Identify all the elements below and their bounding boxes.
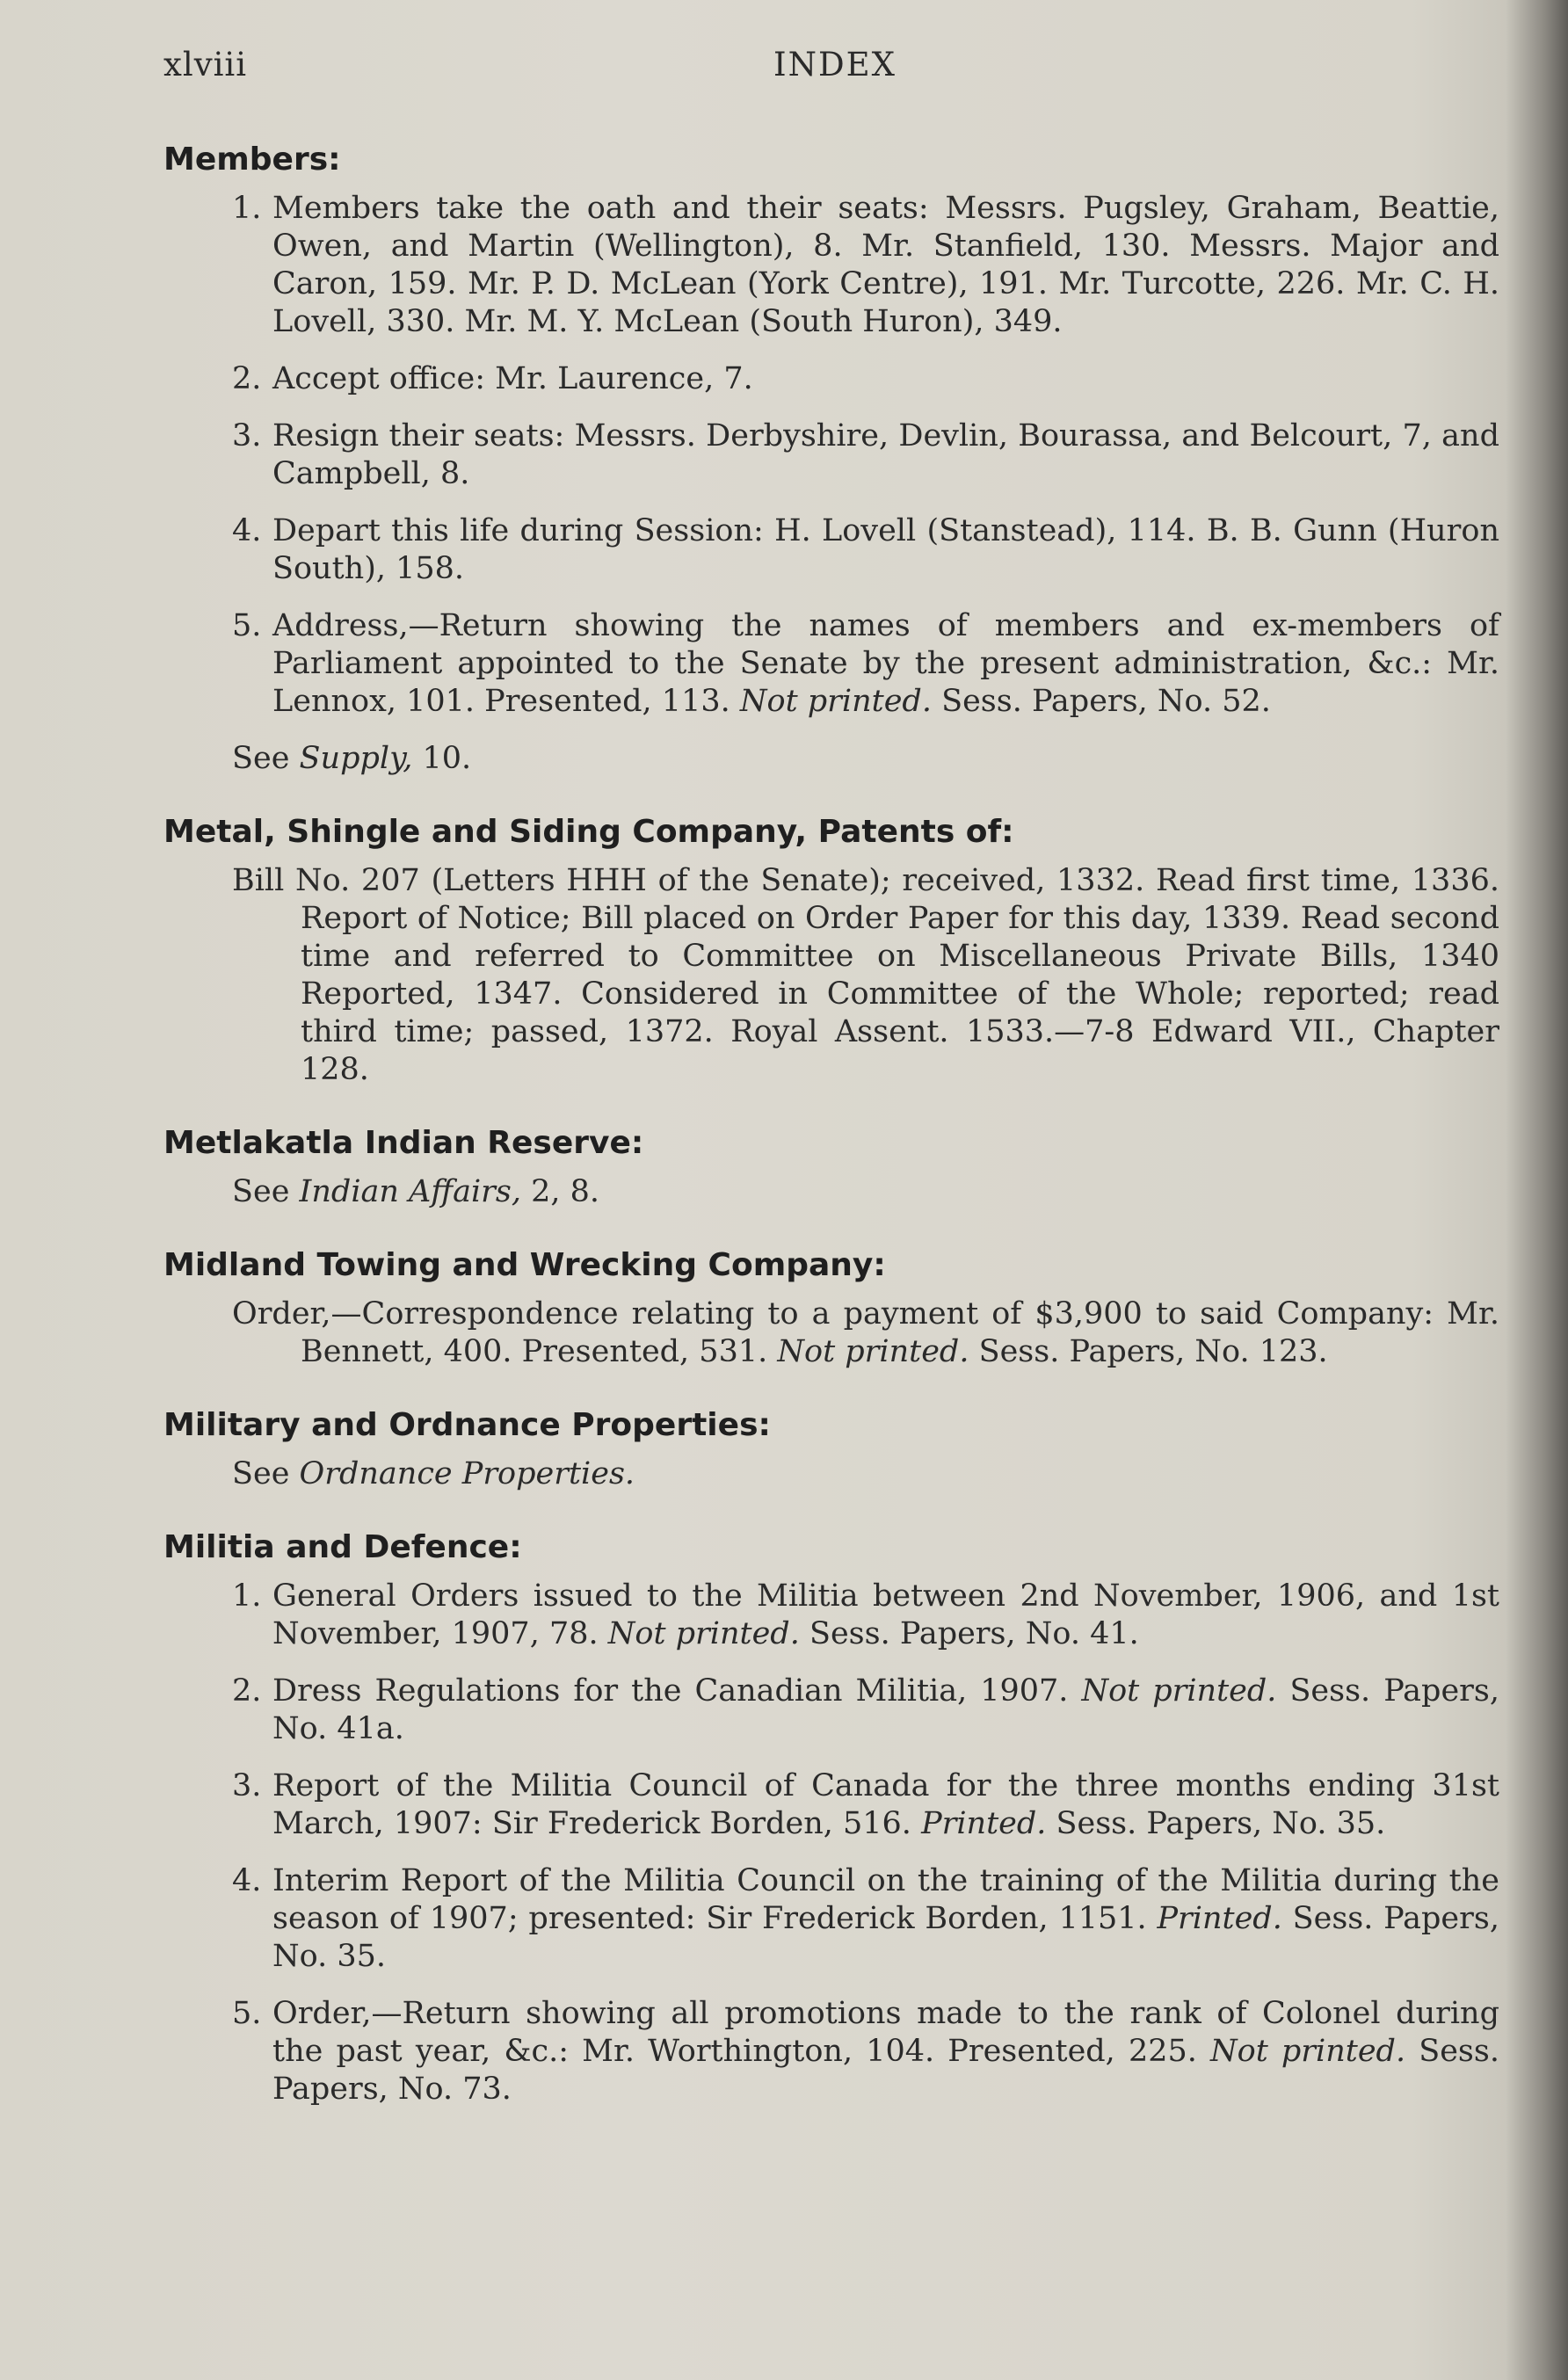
entry-reference: Sess. Papers, No. 35.: [1056, 1806, 1386, 1841]
entry-status: Not printed.: [739, 684, 932, 719]
entry-number: 3.: [232, 418, 262, 454]
entry-text: [272, 512, 1499, 588]
section-military-ordnance: [163, 1406, 1499, 1493]
entry-body: Order,—Return showing all promotions made to the rank of Colonel during the past year, &c.: Mr. Worthington, 104. Presented, 225.: [272, 1996, 1499, 2069]
entry-status: Not printed.: [607, 1616, 800, 1651]
entry-number: 1.: [232, 1578, 262, 1614]
entry-body: Depart this life during Session: H. Lovell (Stanstead), 114. B. B. Gunn (Huron South), 158.: [272, 513, 1499, 586]
entry-reference: Sess. Papers, No. 41.: [809, 1616, 1139, 1651]
entry-text: [272, 417, 1499, 493]
entry-reference: Sess. Papers, No. 52.: [941, 684, 1271, 719]
list-item: [232, 512, 1499, 588]
entry-status: Not printed.: [777, 1334, 969, 1369]
entry-number: 5.: [232, 608, 262, 643]
list-item: [232, 1578, 1499, 1653]
entry-paragraph: Bill No. 207 (Letters HHH of the Senate); received, 1332. Read first time, 1336. Report of Notice; Bill placed on Order Paper for this day, 1339. Read second time and referred to Committee on Miscellaneous Private Bills, 1340 Reported, 1347. Considered in Committee of the Whole; reported; read third time; passed, 1372. Royal Assent. 1533.—7-8 Edward VII., Chapter 128.: [232, 863, 1499, 1087]
section-title: Metlakatla Indian Reserve:: [163, 1125, 644, 1161]
entry-number: 4.: [232, 513, 262, 548]
section-militia-defence: [163, 1528, 1499, 2108]
see-target: Ordnance Properties.: [299, 1456, 635, 1491]
list-item: [232, 417, 1499, 493]
entry-number: 5.: [232, 1996, 262, 2031]
see-pages: 2, 8.: [531, 1174, 600, 1209]
list-item: [232, 607, 1499, 721]
list-item: [232, 190, 1499, 341]
see-reference: [232, 740, 1499, 778]
section-title: Midland Towing and Wrecking Company:: [163, 1247, 886, 1283]
list-item: [232, 360, 1499, 398]
entry-text: [272, 190, 1499, 341]
entry-status: Printed.: [921, 1806, 1047, 1841]
see-reference: [232, 1455, 1499, 1493]
entry-number: 1.: [232, 191, 262, 226]
entry-list: [232, 190, 1499, 721]
entry-number: 2.: [232, 1673, 262, 1709]
section-title: Metal, Shingle and Siding Company, Patents of:: [163, 814, 1014, 850]
entry-body: Address,—Return showing the names of members and ex-members of Parliament appointed to the Senate by the present administration, &c.: Mr. Lennox, 101. Presented, 113.: [272, 608, 1499, 719]
see-prefix: See: [232, 741, 290, 776]
see-reference: [232, 1173, 1499, 1211]
entry-text: [272, 1673, 1499, 1748]
page-title: INDEX: [773, 46, 897, 83]
entry-number: 2.: [232, 361, 262, 396]
entry-reference: Sess. Papers, No. 123.: [978, 1334, 1328, 1369]
running-head: [0, 46, 1568, 90]
see-pages: 10.: [422, 741, 472, 776]
entry-text: [272, 1862, 1499, 1976]
list-item: [232, 1673, 1499, 1748]
entry-body: Resign their seats: Messrs. Derbyshire, Devlin, Bourassa, and Belcourt, 7, and Campbell, 8.: [272, 418, 1499, 491]
list-item: [232, 1995, 1499, 2108]
see-target: Indian Affairs,: [299, 1174, 521, 1209]
entry-body: Dress Regulations for the Canadian Militia, 1907.: [272, 1673, 1069, 1709]
entry-body: Report of the Militia Council of Canada for the three months ending 31st March, 1907: Sir Frederick Borden, 516.: [272, 1768, 1499, 1841]
entry-body: Accept office: Mr. Laurence, 7.: [272, 361, 753, 396]
section-title: Members:: [163, 141, 341, 178]
list-item: [232, 1767, 1499, 1843]
section-members: [163, 141, 1499, 778]
entry-text: [272, 1767, 1499, 1843]
see-prefix: See: [232, 1174, 290, 1209]
entry-body: Interim Report of the Militia Council on the training of the Militia during the season of 1907; presented: Sir Frederick Borden, 1151.: [272, 1863, 1499, 1936]
section-metal-shingle: [163, 813, 1499, 1089]
entry-status: Not printed.: [1210, 2034, 1406, 2069]
entry-number: 4.: [232, 1863, 262, 1898]
index-content: [163, 141, 1499, 2144]
entry-text: [272, 1578, 1499, 1653]
entry-text: [272, 607, 1499, 721]
entry-status: Not printed.: [1081, 1673, 1277, 1709]
entry-status: Printed.: [1157, 1901, 1282, 1936]
entry-reference: Sess. Papers, No. 41a.: [272, 1673, 1499, 1746]
entry-body: Members take the oath and their seats: Messrs. Pugsley, Graham, Beattie, Owen, and Martin (Wellington), 8. Mr. Stanfield, 130. Messrs. Major and Caron, 159. Mr. P. D. McLean (York Centre), 191. Mr. Turcotte, 226. Mr. C. H. Lovell, 330. Mr. M. Y. McLean (South Huron), 349.: [272, 191, 1499, 339]
section-title: Militia and Defence:: [163, 1529, 522, 1565]
entry-reference: Sess. Papers, No. 73.: [272, 2034, 1499, 2107]
entry-body: Order,—Correspondence relating to a payment of $3,900 to said Company: Mr. Bennett, 400. Presented, 531.: [232, 1296, 1499, 1369]
entry-reference: Sess. Papers, No. 35.: [272, 1901, 1499, 1974]
entry-number: 3.: [232, 1768, 262, 1803]
see-target: Supply,: [299, 741, 413, 776]
entry-list: [232, 1578, 1499, 2108]
page-number: xlviii: [163, 46, 248, 83]
section-title: Military and Ordnance Properties:: [163, 1407, 771, 1443]
list-item: [232, 1862, 1499, 1976]
see-prefix: See: [232, 1456, 290, 1491]
entry-text: [272, 360, 1499, 398]
section-midland-towing: [163, 1246, 1499, 1371]
entry-paragraph: [232, 1295, 1499, 1371]
section-metlakatla: [163, 1124, 1499, 1211]
entry-text: [272, 1995, 1499, 2108]
entry-body: General Orders issued to the Militia between 2nd November, 1906, and 1st November, 1907, 78.: [272, 1578, 1499, 1651]
